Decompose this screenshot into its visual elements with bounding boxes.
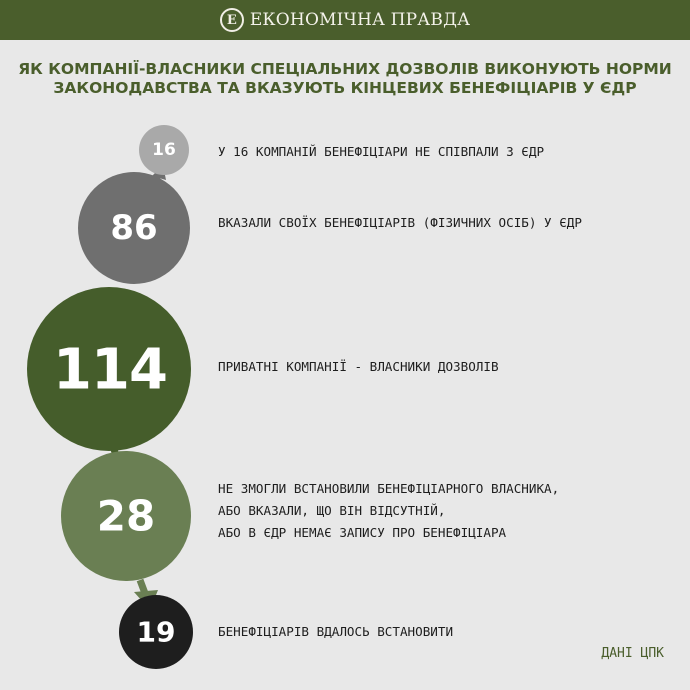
label-86: ВКАЗАЛИ СВОЇХ БЕНЕФІЦІАРІВ (ФІЗИЧНИХ ОСІБ) У ЄДР <box>218 215 582 230</box>
brand-name: ЕКОНОМІЧНА ПРАВДА <box>249 10 471 30</box>
label-16: У 16 КОМПАНІЙ БЕНЕФІЦІАРИ НЕ СПІВПАЛИ З ЄДР <box>218 144 545 159</box>
value-16: 16 <box>152 140 176 160</box>
value-86: 86 <box>110 208 158 248</box>
title-line-2: ЗАКОНОДАВСТВА ТА ВКАЗУЮТЬ КІНЦЕВИХ БЕНЕФІЦІАРІВ У ЄДР <box>53 79 637 97</box>
label-114: ПРИВАТНІ КОМПАНІЇ - ВЛАСНИКИ ДОЗВОЛІВ <box>218 359 499 374</box>
title-line-1: ЯК КОМПАНІЇ-ВЛАСНИКИ СПЕЦІАЛЬНИХ ДОЗВОЛІВ ВИКОНУЮТЬ НОРМИ <box>18 60 672 78</box>
label-19: БЕНЕФІЦІАРІВ ВДАЛОСЬ ВСТАНОВИТИ <box>218 624 454 639</box>
value-19: 19 <box>136 615 176 649</box>
source-note: ДАНІ ЦПК <box>601 646 664 661</box>
value-114: 114 <box>53 337 167 403</box>
value-28: 28 <box>96 491 156 541</box>
label-28: НЕ ЗМОГЛИ ВСТАНОВИЛИ БЕНЕФІЦІАРНОГО ВЛАСНИКА, АБО ВКАЗАЛИ, ЩО ВІН ВІДСУТНІЙ, АБО В ЄДР НЕМАЄ ЗАПИСУ ПРО БЕНЕФІЦІАРА <box>218 481 560 540</box>
brand-mark-icon: Е <box>220 8 244 32</box>
